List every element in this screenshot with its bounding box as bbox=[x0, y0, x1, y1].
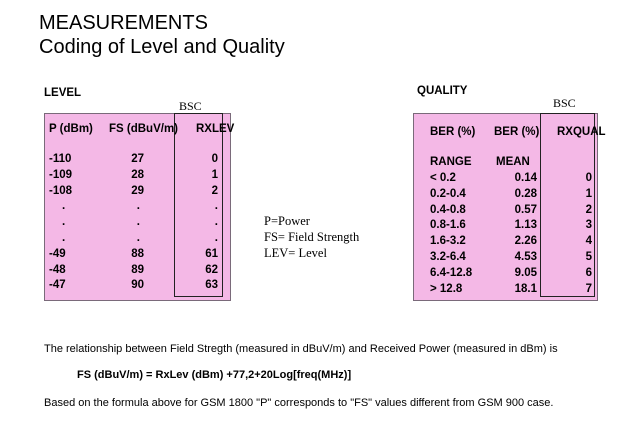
quality-cell-mean: 18.1 bbox=[514, 282, 537, 295]
quality-cell-mean: 1.13 bbox=[514, 219, 537, 232]
quality-cell-mean: 0.28 bbox=[514, 187, 537, 200]
quality-cell-range: 0.8-1.6 bbox=[430, 219, 466, 232]
quality-header-rxqual: RXQUAL bbox=[557, 126, 606, 138]
quality-subheader-range: RANGE bbox=[430, 156, 472, 168]
level-cell-p: . bbox=[62, 200, 66, 213]
level-cell-fs: 90 bbox=[131, 279, 144, 292]
relationship-note: The relationship between Field Stregth (measured in dBuV/m) and Received Power (measured in dBm) is bbox=[44, 343, 558, 355]
quality-cell-mean: 2.26 bbox=[514, 235, 537, 248]
level-cell-fs: . bbox=[136, 232, 140, 244]
level-cell-fs: 29 bbox=[131, 184, 144, 197]
legend-field-strength: FS= Field Strength bbox=[264, 230, 360, 244]
page-subtitle: Coding of Level and Quality bbox=[39, 36, 285, 58]
level-bsc-label: BSC bbox=[179, 99, 202, 113]
level-header-fs: FS (dBuV/m) bbox=[109, 123, 178, 135]
level-cell-p: -49 bbox=[49, 247, 66, 260]
level-cell-rxlev: 62 bbox=[205, 263, 218, 276]
quality-cell-mean: 9.05 bbox=[514, 266, 537, 279]
quality-cell-mean: 4.53 bbox=[514, 251, 537, 263]
quality-cell-rxqual: 5 bbox=[585, 251, 592, 263]
quality-bsc-label: BSC bbox=[553, 96, 576, 110]
level-cell-fs: 27 bbox=[131, 153, 144, 165]
quality-cell-rxqual: 4 bbox=[585, 235, 592, 248]
quality-cell-range: 3.2-6.4 bbox=[430, 251, 466, 263]
quality-cell-rxqual: 7 bbox=[585, 282, 592, 295]
quality-header-ber-range: BER (%) bbox=[430, 126, 476, 138]
quality-cell-range: 6.4-12.8 bbox=[430, 266, 473, 279]
quality-cell-rxqual: 3 bbox=[585, 219, 592, 232]
quality-cell-range: < 0.2 bbox=[430, 172, 456, 184]
quality-cell-rxqual: 2 bbox=[585, 203, 592, 216]
level-cell-fs: 89 bbox=[131, 263, 144, 276]
level-cell-rxlev: . bbox=[214, 216, 218, 229]
level-cell-fs: 88 bbox=[131, 247, 144, 260]
level-header-p: P (dBm) bbox=[49, 123, 93, 135]
level-cell-rxlev: 2 bbox=[211, 184, 218, 197]
legend-level: LEV= Level bbox=[264, 246, 327, 260]
quality-cell-mean: 0.14 bbox=[514, 172, 537, 184]
gsm1800-note: Based on the formula above for GSM 1800 "P" corresponds to "FS" values different from GSM 900 case. bbox=[44, 397, 554, 409]
legend-power: P=Power bbox=[264, 214, 310, 228]
quality-section-label: QUALITY bbox=[417, 85, 468, 97]
quality-cell-rxqual: 0 bbox=[585, 172, 592, 184]
level-section-label: LEVEL bbox=[44, 87, 82, 99]
quality-header-ber-mean: BER (%) bbox=[494, 126, 540, 138]
level-cell-rxlev: 61 bbox=[205, 247, 218, 260]
level-cell-p: . bbox=[62, 216, 66, 229]
level-cell-fs: . bbox=[136, 200, 140, 213]
level-cell-p: -47 bbox=[49, 279, 66, 292]
level-cell-p: -48 bbox=[49, 263, 66, 276]
quality-cell-range: 0.4-0.8 bbox=[430, 203, 466, 216]
level-cell-rxlev: . bbox=[214, 200, 218, 213]
level-cell-p: -108 bbox=[49, 184, 73, 197]
level-cell-rxlev: 0 bbox=[211, 153, 218, 165]
level-cell-rxlev: 1 bbox=[211, 168, 218, 181]
level-cell-fs: . bbox=[136, 216, 140, 229]
quality-cell-mean: 0.57 bbox=[514, 203, 537, 216]
level-cell-fs: 28 bbox=[131, 168, 144, 181]
quality-cell-range: 0.2-0.4 bbox=[430, 187, 466, 200]
quality-cell-rxqual: 1 bbox=[585, 187, 592, 200]
page-title: MEASUREMENTS bbox=[39, 12, 208, 34]
level-cell-p: -109 bbox=[49, 168, 73, 181]
formula-note: FS (dBuV/m) = RxLev (dBm) +77,2+20Log[freq(MHz)] bbox=[77, 369, 352, 381]
level-cell-p: -110 bbox=[49, 153, 72, 165]
level-cell-p: . bbox=[62, 232, 66, 244]
quality-cell-range: > 12.8 bbox=[430, 282, 463, 295]
quality-cell-rxqual: 6 bbox=[585, 266, 592, 279]
quality-cell-range: 1.6-3.2 bbox=[430, 235, 466, 248]
level-header-rxlev: RXLEV bbox=[196, 123, 235, 135]
level-cell-rxlev: . bbox=[214, 232, 218, 244]
level-cell-rxlev: 63 bbox=[205, 279, 218, 292]
quality-subheader-mean: MEAN bbox=[496, 156, 530, 168]
